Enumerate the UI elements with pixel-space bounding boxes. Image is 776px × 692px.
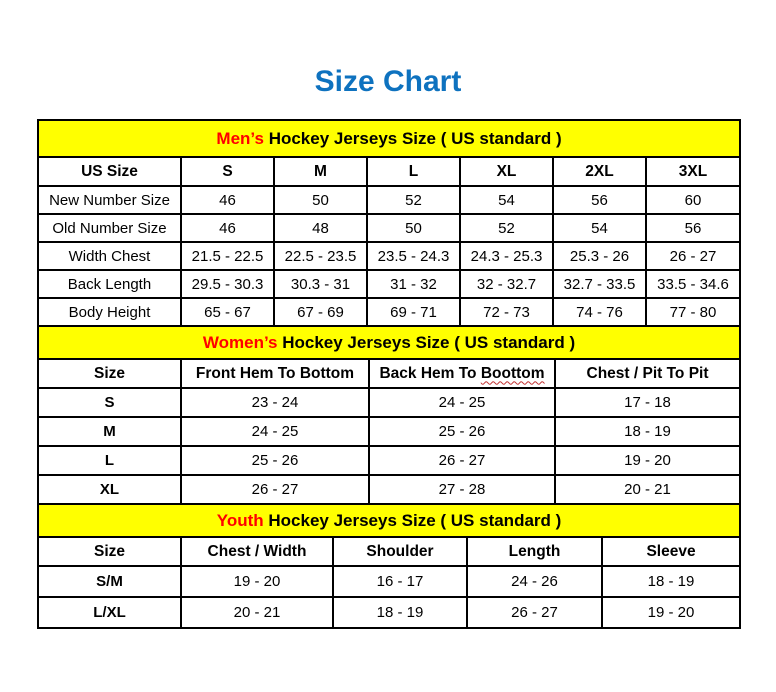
table-cell: 19 - 20	[602, 597, 740, 628]
column-header: Chest / Pit To Pit	[555, 359, 740, 388]
column-header: Front Hem To Bottom	[181, 359, 369, 388]
column-header: Length	[467, 537, 602, 566]
table-cell: 26 - 27	[467, 597, 602, 628]
band-title: Hockey Jerseys Size ( US standard )	[263, 510, 562, 530]
table-row	[38, 446, 740, 475]
table-cell: 46	[181, 214, 274, 242]
misspelled-word: Boottom	[480, 364, 545, 382]
table-cell: 50	[367, 214, 460, 242]
table-row	[38, 270, 740, 298]
table-cell: 27 - 28	[369, 475, 555, 504]
womens-section-band	[38, 326, 740, 359]
table-cell: 56	[553, 186, 646, 214]
table-cell: 32 - 32.7	[460, 270, 553, 298]
womens-header-row	[38, 359, 740, 388]
row-label: L/XL	[38, 597, 181, 628]
table-cell: 52	[367, 186, 460, 214]
table-cell: 24.3 - 25.3	[460, 242, 553, 270]
table-cell: 24 - 25	[181, 417, 369, 446]
table-cell: 23 - 24	[181, 388, 369, 417]
table-cell: 54	[553, 214, 646, 242]
table-cell: 50	[274, 186, 367, 214]
table-cell: 24 - 26	[467, 566, 602, 597]
table-cell: 20 - 21	[181, 597, 333, 628]
column-header: 2XL	[553, 157, 646, 186]
row-label: Body Height	[38, 298, 181, 326]
table-cell: 17 - 18	[555, 388, 740, 417]
row-label: XL	[38, 475, 181, 504]
table-cell: 25 - 26	[181, 446, 369, 475]
size-chart	[37, 119, 739, 629]
band-accent: Men’s	[216, 128, 264, 148]
table-cell: 26 - 27	[181, 475, 369, 504]
table-cell: 72 - 73	[460, 298, 553, 326]
table-row	[38, 214, 740, 242]
band-title: Hockey Jerseys Size ( US standard )	[263, 128, 562, 148]
table-cell: 46	[181, 186, 274, 214]
youth-size-table	[37, 503, 741, 629]
row-label: L	[38, 446, 181, 475]
table-cell: 24 - 25	[369, 388, 555, 417]
womens-size-table	[37, 325, 741, 505]
table-row	[38, 186, 740, 214]
table-cell: 23.5 - 24.3	[367, 242, 460, 270]
table-cell: 26 - 27	[369, 446, 555, 475]
table-row	[38, 298, 740, 326]
table-cell: 54	[460, 186, 553, 214]
table-cell: 21.5 - 22.5	[181, 242, 274, 270]
table-cell: 18 - 19	[555, 417, 740, 446]
table-cell: 74 - 76	[553, 298, 646, 326]
row-label: New Number Size	[38, 186, 181, 214]
table-cell: 69 - 71	[367, 298, 460, 326]
youth-section-band	[38, 504, 740, 537]
column-header: Size	[38, 537, 181, 566]
column-header: Shoulder	[333, 537, 467, 566]
band-title: Hockey Jerseys Size ( US standard )	[277, 332, 576, 352]
row-label: Old Number Size	[38, 214, 181, 242]
table-cell: 67 - 69	[274, 298, 367, 326]
table-cell: 19 - 20	[181, 566, 333, 597]
table-cell: 16 - 17	[333, 566, 467, 597]
table-row	[38, 242, 740, 270]
table-cell: 25 - 26	[369, 417, 555, 446]
mens-section-band	[38, 120, 740, 157]
row-label: M	[38, 417, 181, 446]
table-cell: 20 - 21	[555, 475, 740, 504]
band-accent: Women’s	[202, 332, 278, 352]
table-cell: 25.3 - 26	[553, 242, 646, 270]
band-accent: Youth	[216, 510, 264, 530]
section-band	[38, 504, 740, 537]
table-cell: 65 - 67	[181, 298, 274, 326]
column-header: Size	[38, 359, 181, 388]
table-cell: 60	[646, 186, 740, 214]
row-label: S/M	[38, 566, 181, 597]
page-title: Size Chart	[314, 65, 462, 98]
table-cell: 33.5 - 34.6	[646, 270, 740, 298]
mens-header-row	[38, 157, 740, 186]
table-row	[38, 388, 740, 417]
column-header: US Size	[38, 157, 181, 186]
table-cell: 26 - 27	[646, 242, 740, 270]
column-header: Sleeve	[602, 537, 740, 566]
table-cell: 18 - 19	[602, 566, 740, 597]
table-cell: 18 - 19	[333, 597, 467, 628]
column-header: L	[367, 157, 460, 186]
row-label: S	[38, 388, 181, 417]
table-row	[38, 566, 740, 597]
row-label: Back Length	[38, 270, 181, 298]
table-cell: 30.3 - 31	[274, 270, 367, 298]
table-cell: 32.7 - 33.5	[553, 270, 646, 298]
column-header: Chest / Width	[181, 537, 333, 566]
table-cell: 29.5 - 30.3	[181, 270, 274, 298]
section-band	[38, 326, 740, 359]
table-row	[38, 417, 740, 446]
column-header: 3XL	[646, 157, 740, 186]
mens-size-table	[37, 119, 741, 327]
table-cell: 19 - 20	[555, 446, 740, 475]
column-header: S	[181, 157, 274, 186]
column-header: M	[274, 157, 367, 186]
table-row	[38, 597, 740, 628]
youth-header-row	[38, 537, 740, 566]
row-label: Width Chest	[38, 242, 181, 270]
column-header: XL	[460, 157, 553, 186]
table-cell: 56	[646, 214, 740, 242]
table-cell: 52	[460, 214, 553, 242]
table-cell: 48	[274, 214, 367, 242]
section-band	[38, 120, 740, 157]
table-cell: 31 - 32	[367, 270, 460, 298]
table-cell: 22.5 - 23.5	[274, 242, 367, 270]
table-cell: 77 - 80	[646, 298, 740, 326]
table-row	[38, 475, 740, 504]
column-header: Back Hem To Boottom	[369, 359, 555, 388]
